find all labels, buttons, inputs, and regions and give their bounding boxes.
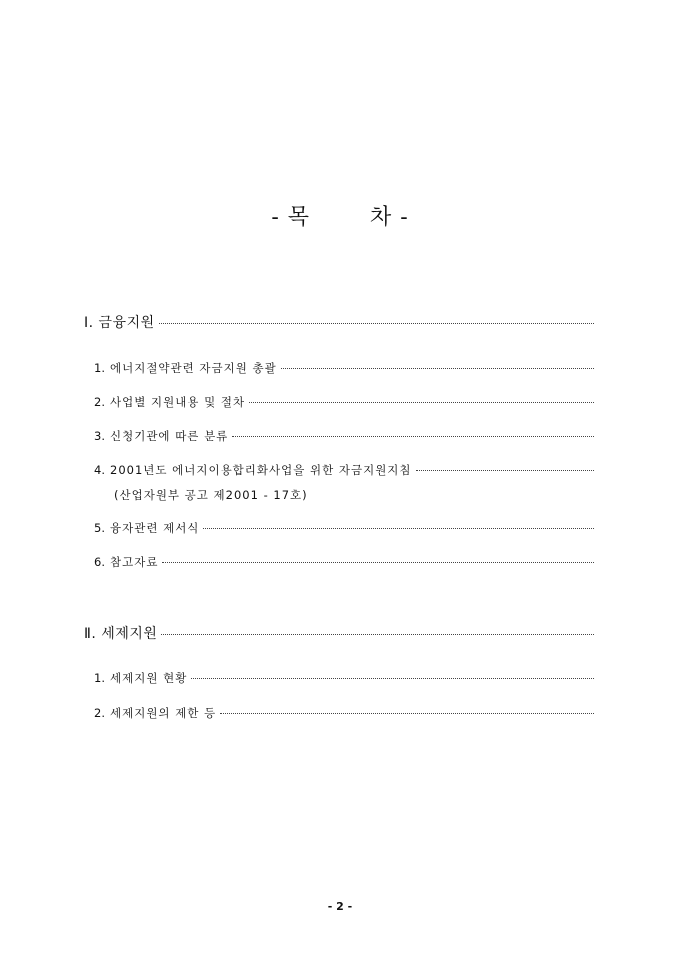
dot-leader (416, 470, 594, 471)
dot-leader (162, 562, 594, 563)
toc-item[interactable] (94, 705, 594, 721)
item-number: 1. (94, 361, 105, 375)
toc-item[interactable] (94, 428, 594, 444)
item-label: 신청기관에 따른 분류 (110, 429, 229, 443)
dot-leader (281, 368, 594, 369)
item-label: 융자관련 제서식 (110, 521, 200, 535)
toc-section-tax[interactable] (84, 623, 594, 643)
item-number: 6. (94, 555, 105, 569)
item-number: 3. (94, 429, 105, 443)
item-sub-note: (산업자원부 공고 제2001 - 17호) (114, 488, 308, 502)
toc-item[interactable] (94, 394, 594, 410)
toc-title (0, 200, 680, 231)
toc-section-finance[interactable] (84, 312, 594, 332)
item-number: 4. (94, 463, 105, 477)
section-label: Ⅰ. 금융지원 (84, 315, 155, 331)
toc-title-left: - 목 (271, 205, 310, 230)
item-label: 에너지절약관련 자금지원 총괄 (110, 361, 277, 375)
toc-item[interactable] (94, 520, 594, 536)
item-number: 2. (94, 706, 105, 720)
dot-leader (191, 678, 594, 679)
item-label: 참고자료 (110, 555, 159, 569)
dot-leader (220, 713, 594, 714)
item-number: 1. (94, 671, 105, 685)
section-label: Ⅱ. 세제지원 (84, 626, 158, 642)
toc-item[interactable] (94, 360, 594, 376)
item-label: 2001년도 에너지이용합리화사업을 위한 자금지원지침 (110, 463, 412, 477)
dot-leader (159, 323, 594, 324)
item-label: 세제지원 현황 (110, 671, 188, 685)
dot-leader (249, 402, 594, 403)
toc-title-right: 차 - (370, 205, 409, 230)
item-label: 세제지원의 제한 등 (110, 706, 217, 720)
toc-item[interactable] (94, 554, 594, 570)
dot-leader (232, 436, 594, 437)
dot-leader (203, 528, 594, 529)
dot-leader (161, 634, 594, 635)
item-label: 사업별 지원내용 및 절차 (110, 395, 246, 409)
page-number: - 2 - (327, 900, 353, 913)
toc-item[interactable] (94, 462, 594, 478)
item-number: 5. (94, 521, 105, 535)
item-number: 2. (94, 395, 105, 409)
toc-item[interactable] (94, 670, 594, 686)
